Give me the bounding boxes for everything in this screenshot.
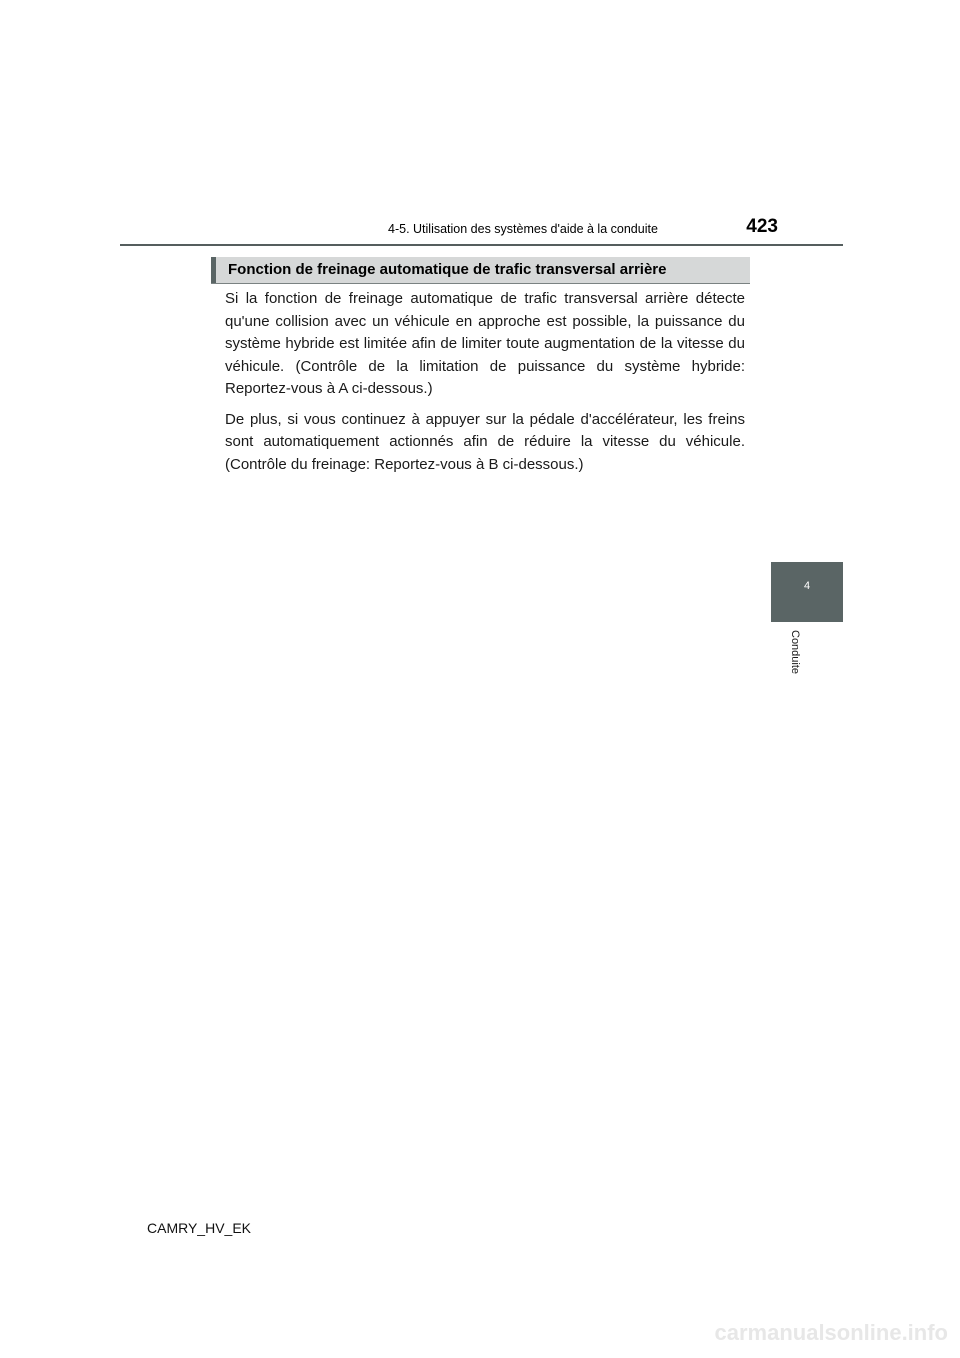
section-heading-bar [211,257,750,284]
chapter-number: 4 [803,580,811,592]
paragraph-1: Si la fonction de freinage automatique de trafic transversal arrière détecte qu'une collision avec un véhicule en approche est possible, la puissance du système hybride est limitée afin de limiter toute augmentation de la vitesse du véhicule. (Contrôle de la limitation de puissance du système hybride: Reportez-vous à A ci-dessous.) [225,290,745,397]
paragraph-2: De plus, si vous continuez à appuyer sur la pédale d'accélérateur, les freins sont automatiquement actionnés afin de réduire la vitesse du véhicule. (Contrôle du freinage: Reportez-vous à B ci-dessous.) [225,410,745,473]
chapter-tab [771,562,843,622]
header-rule [120,244,843,246]
section-label: 4-5. Utilisation des systèmes d'aide à la conduite [388,222,658,236]
body-text [225,288,745,484]
watermark: carmanualsonline.info [714,1320,948,1345]
section-heading: Fonction de freinage automatique de trafic transversal arrière [228,261,667,278]
chapter-side-label [783,630,807,690]
page-number: 423 [746,216,778,237]
chapter-label: Conduite [789,630,801,675]
footer-model-code: CAMRY_HV_EK [147,1220,252,1236]
